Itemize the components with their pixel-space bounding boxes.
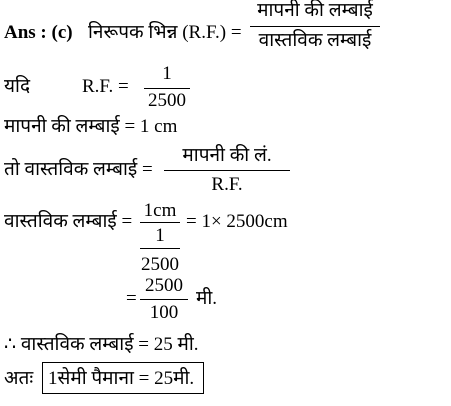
outer-fraction-bar xyxy=(140,222,180,223)
hence-label: अतः xyxy=(4,368,34,389)
rf-numerator: 1 xyxy=(162,63,172,84)
fraction-numerator-scale-length-short: मापनी की लं. xyxy=(182,145,272,166)
fraction-bar xyxy=(144,88,190,89)
fraction-denominator-100: 100 xyxy=(149,302,179,323)
if-label: यदि xyxy=(4,76,31,97)
inner-fraction-denominator: 2500 xyxy=(141,254,179,275)
fraction-numerator-2500: 2500 xyxy=(145,275,183,296)
rf-denominator: 2500 xyxy=(148,90,186,111)
fraction-numerator-scale-length: मापनी की लम्बाई xyxy=(257,0,373,21)
scale-length-statement: मापनी की लम्बाई = 1 cm xyxy=(4,116,178,137)
inner-fraction-bar xyxy=(140,248,180,249)
fraction-denominator-actual-length: वास्तविक लम्बाई xyxy=(258,30,372,51)
therefore-statement: ∴ वास्तविक लम्बाई = 25 मी. xyxy=(4,334,199,355)
fraction-bar xyxy=(164,170,290,171)
actual-length-calc-lead: वास्तविक लम्बाई = xyxy=(4,211,133,232)
inner-fraction-numerator: 1 xyxy=(155,225,165,246)
unit-meter: मी. xyxy=(196,288,218,309)
actual-length-lead: तो वास्तविक लम्बाई = xyxy=(4,159,153,180)
rf-definition-lead: निरूपक भिन्न (R.F.) = xyxy=(88,22,242,43)
equals-sign: = xyxy=(126,288,137,309)
fraction-bar xyxy=(140,299,188,300)
outer-fraction-numerator: 1cm xyxy=(143,200,177,221)
final-answer-text: 1सेमी पैमाना = 25मी. xyxy=(48,368,195,389)
fraction-denominator-rf: R.F. xyxy=(211,174,243,195)
rf-equals: R.F. = xyxy=(82,76,129,97)
fraction-bar xyxy=(250,26,380,27)
multiplication-result: = 1× 2500cm xyxy=(186,211,288,232)
answer-label: Ans : (c) xyxy=(4,22,73,43)
